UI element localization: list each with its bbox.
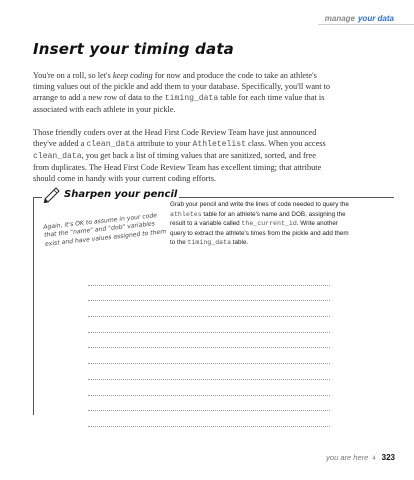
instr-code-current-id: the_current_id [241,220,297,228]
page-title: Insert your timing data [33,40,235,58]
header-accent: your data [357,14,394,23]
p1-text-a: You're on a roll, so let's [33,71,113,80]
footer-you-are-here: you are here [326,453,369,462]
page-footer [326,453,395,462]
p2-code-clean-data: clean_data [86,139,135,149]
p1-text-b: for now and produce the code to take an athlete's timing values out of the pickle and add them to your database. Specifically, you'll want to arrange to add a new row of data to the [33,71,331,102]
page-number: 323 [381,453,395,462]
footer-arrow: 4 [372,456,376,462]
p2-code-athletelist: Athletelist [192,139,246,149]
p1-emphasis: keep coding [112,71,153,80]
exercise-instructions [170,200,350,248]
p2-text-d: , you get back a list of timing values that are sanitized, sorted, and free from duplicates. The Head First Code Review Team has excellent timing; that attribute should come in handy with your current coding efforts. [33,150,322,183]
instr-text-c: . Write another query to extract the athlete's times from the pickle and add them to the [170,220,349,247]
answer-lines [88,270,330,427]
answer-line[interactable] [88,364,330,380]
p1-text-c: table for each time value that is associated with each athlete in your pickle. [33,92,325,114]
answer-line[interactable] [88,348,330,364]
exercise-left-rule [33,197,34,415]
answer-line[interactable] [88,380,330,396]
answer-line[interactable] [88,286,330,302]
running-header [325,14,394,23]
pencil-icon [42,185,62,203]
sharpen-label: Sharpen your pencil [64,189,178,200]
answer-line[interactable] [88,317,330,333]
intro-paragraph [33,71,331,116]
instr-code-athletes: athletes [170,210,202,218]
p2-text-c: class. When you access [245,138,326,148]
answer-line[interactable] [88,301,330,317]
p2-code-clean-data-2: clean_data [33,151,82,161]
review-team-paragraph [33,128,331,185]
answer-line[interactable] [88,270,330,286]
answer-line[interactable] [88,333,330,349]
instr-text-d: table. [231,239,249,247]
header-prefix: manage [324,14,355,23]
header-rule [318,24,414,25]
instr-text-a: Grab your pencil and write the lines of code needed to query the [170,201,349,208]
instr-code-timing-data: timing_data [187,239,232,247]
answer-line[interactable] [88,411,330,427]
p2-text-b: attribute to your [134,138,193,148]
p2-text-a: Those friendly coders over at the Head First Code Review Team have just announced they've added a [33,128,317,148]
answer-line[interactable] [88,396,330,412]
p1-code-timing-data: timing_data [164,93,219,103]
instr-text-b: table for an athlete's name and DOB, assigning the result to a variable called [170,210,346,228]
handwritten-note: Again, it's OK to assume in your code that the "name" and "dob" variables exist and have values assigned to them [43,212,167,248]
